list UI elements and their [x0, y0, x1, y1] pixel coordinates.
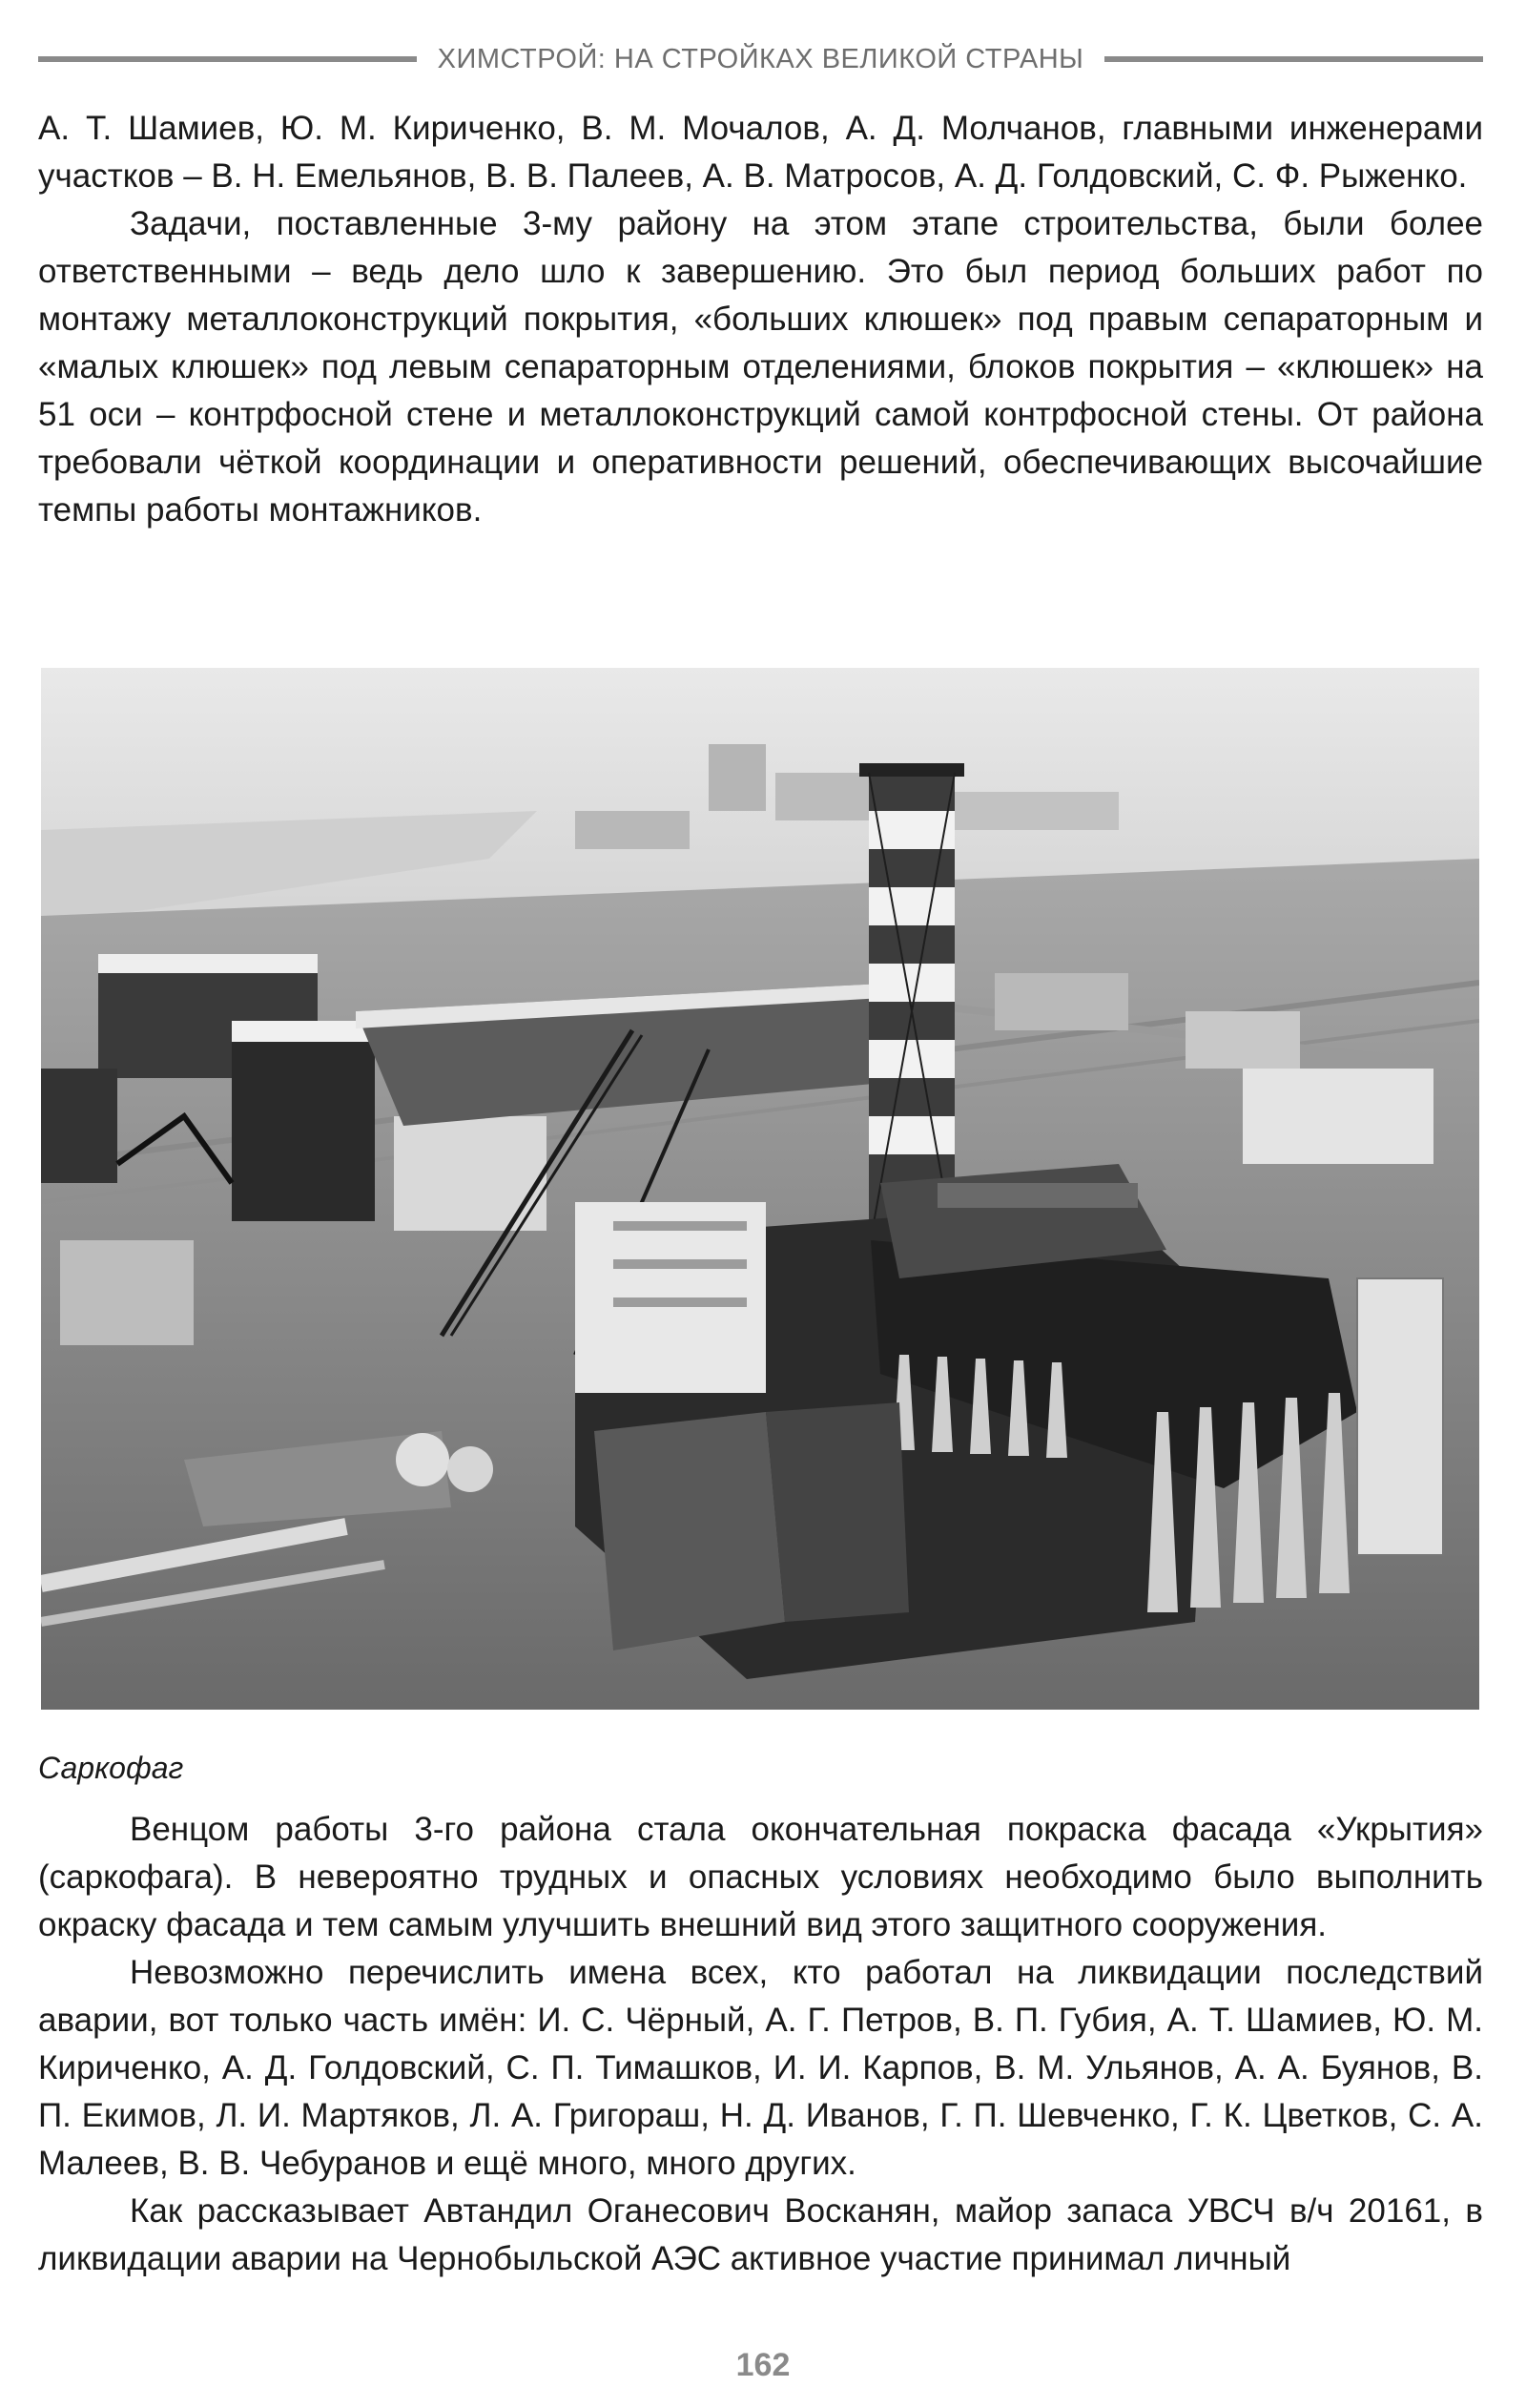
paragraph: Невозможно перечислить имена всех, кто работал на ликвидации последствий аварии, вот только часть имён: И. С. Чёрный, А. Г. Петров, В. П. Губия, А. Т. Шамиев, Ю. М. Кириченко, А. Д. Голдовский, С. П. Тимашков, И. И. Карпов, В. М. Ульянов, А. А. Буянов, В. П. Екимов, Л. И. Мартяков, Л. А. Григораш, Н. Д. Иванов, Г. П. Шевченко, Г. К. Цветков, С. А. Малеев, В. В. Чебуранов и ещё много, много других. [38, 1954, 1483, 2182]
header-rule-left [38, 56, 417, 62]
figure-caption: Саркофаг [38, 1751, 184, 1785]
sarcophagus-photo-illustration [41, 668, 1479, 1710]
paragraph: Венцом работы 3-го района стала окончательная покраска фасада «Укрытия» (саркофага). В невероятно трудных и опасных условиях необходимо было выполнить окраску фасада и тем самым улучшить внешний вид этого защитного сооружения. [38, 1811, 1483, 1943]
body-text-bottom [38, 1806, 1483, 2283]
header-rule-right [1104, 56, 1483, 62]
paragraph: Как рассказывает Автандил Оганесович Восканян, майор запаса УВСЧ в/ч 20161, в ликвидации аварии на Чернобыльской АЭС активное участие принимал личный [38, 2192, 1483, 2277]
body-text-top [38, 105, 1483, 534]
page-number: 162 [735, 2347, 791, 2383]
running-header [38, 40, 1483, 78]
sarcophagus-photo [41, 668, 1479, 1710]
running-header-title: ХИМСТРОЙ: НА СТРОЙКАХ ВЕЛИКОЙ СТРАНЫ [437, 43, 1084, 74]
paragraph: А. Т. Шамиев, Ю. М. Кириченко, В. М. Мочалов, А. Д. Молчанов, главными инженерами участков – В. Н. Емельянов, В. В. Палеев, А. В. Матросов, А. Д. Голдовский, С. Ф. Рыженко. [38, 110, 1483, 195]
paragraph: Задачи, поставленные 3-му району на этом этапе строительства, были более ответственными – ведь дело шло к завершению. Это был период больших работ по монтажу металлоконструкций покрытия, «больших клюшек» под правым сепараторным и «малых клюшек» под левым сепараторным отделениями, блоков покрытия – «клюшек» на 51 оси – контрфосной стене и металлоконструкций самой контрфосной стены. От района требовали чёткой координации и оперативности решений, обеспечивающих высочайшие темпы работы монтажников. [38, 205, 1483, 529]
ventilation-stack [859, 763, 964, 1250]
